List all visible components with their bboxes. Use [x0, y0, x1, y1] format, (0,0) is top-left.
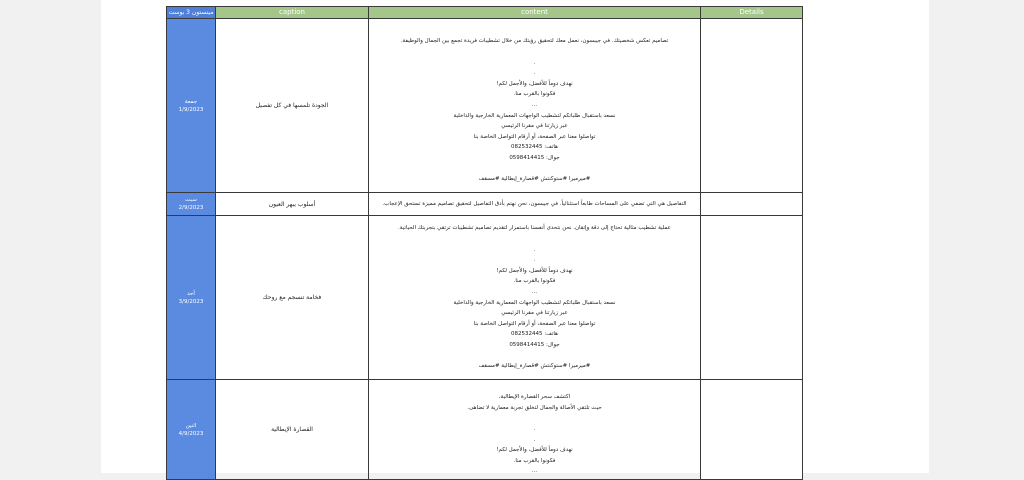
content-cell[interactable]: [369, 380, 701, 480]
date-cell[interactable]: [167, 380, 216, 480]
content-line: .: [533, 70, 536, 77]
content-line: نهدف دوماً للأفضل، والأجمل لكم!: [496, 80, 573, 87]
content-line: نهدف دوماً للأفضل، والأجمل لكم!: [496, 447, 573, 454]
content-line: عبر زيارتنا في مقرنا الرئيسي: [501, 310, 568, 317]
table-row: [167, 193, 803, 216]
content-line: التفاصيل هي التي تضفي على المساحات طابعاً استثنائياً. في جيبسون، نحن نهتم بأدق التفاصيل لتحقيق تصاميم مميزة تستحق الإعجاب.: [382, 201, 687, 207]
content-cell[interactable]: [369, 216, 701, 380]
day-label: أحد: [187, 290, 195, 297]
content-line: عبر زيارتنا في مقرنا الرئيسي: [501, 123, 568, 130]
content-line: فكونوا بالقرب منا.: [513, 91, 556, 98]
details-cell[interactable]: [701, 19, 803, 193]
content-line: هاتف: 082532445: [511, 331, 558, 338]
content-line: [369, 234, 700, 245]
caption-cell[interactable]: أسلوب يبهر العيون: [216, 193, 369, 216]
content-line: نسعد باستقبال طلباتكم لتشطيب الواجهات المعمارية الخارجية والداخلية: [453, 112, 616, 119]
spreadsheet-sheet: [101, 0, 929, 473]
content-cell[interactable]: [369, 193, 701, 216]
date-label: 4/9/2023: [178, 430, 204, 437]
content-line: جوال: 0598414415: [509, 154, 560, 161]
content-calendar-table: [166, 6, 803, 480]
date-cell[interactable]: [167, 216, 216, 380]
table-row: [167, 380, 803, 480]
content-line: ...: [531, 288, 538, 295]
content-line: تواصلوا معنا عبر الصفحة، أو أرقام التواصل الخاصة بنا: [473, 133, 596, 140]
details-cell[interactable]: [701, 380, 803, 480]
header-date-cell[interactable]: مينستون 3 بوست: [167, 7, 216, 19]
content-line: .: [533, 246, 536, 253]
content-line: هاتف: 082532445: [511, 144, 558, 151]
content-line: جوال: 0598414415: [509, 341, 560, 348]
header-caption-cell[interactable]: caption: [216, 7, 369, 19]
content-line: [369, 47, 700, 58]
table-row: [167, 19, 803, 193]
content-line: [369, 350, 700, 361]
content-cell[interactable]: [369, 19, 701, 193]
content-line: [369, 163, 700, 174]
date-cell[interactable]: [167, 19, 216, 193]
header-details-cell[interactable]: Details: [701, 7, 803, 19]
content-line: فكونوا بالقرب منا.: [513, 278, 556, 285]
caption-cell[interactable]: القصارة الإيطالية: [216, 380, 369, 480]
day-label: سبت: [185, 197, 197, 203]
content-line: #ميرميرا #ستوكنتش #قصارة_إيطالية #مسقف: [478, 176, 591, 183]
content-line: .: [533, 436, 536, 443]
date-label: 1/9/2023: [178, 106, 204, 113]
content-line: حيث تلتقي الأصالة والجمال لتخلق تجربة معمارية لا تضاهى.: [467, 404, 602, 411]
content-line: .: [533, 59, 536, 66]
content-line: عملية تشطيب مثالية تحتاج إلى دقة وإتقان. نحن نتحدى أنفسنا باستمرار لتقديم تصاميم تشطيبات ترتقي بتجربتك الحياتية.: [398, 225, 671, 232]
details-cell[interactable]: [701, 193, 803, 216]
header-row: [167, 7, 803, 19]
day-label: جمعة: [184, 98, 198, 105]
content-line: ...: [531, 468, 538, 475]
content-line: تواصلوا معنا عبر الصفحة، أو أرقام التواصل الخاصة بنا: [473, 320, 596, 327]
content-line: نهدف دوماً للأفضل، والأجمل لكم!: [496, 267, 573, 274]
table-row: [167, 216, 803, 380]
content-line: .: [533, 425, 536, 432]
content-line: نسعد باستقبال طلباتكم لتشطيب الواجهات المعمارية الخارجية والداخلية: [453, 299, 616, 306]
content-line: تصاميم تعكس شخصيتك. في جيبسون، نعمل معك لتحقيق رؤيتك من خلال تشطيبات فريدة تجمع بين الجمال والوظيفة.: [400, 38, 669, 45]
header-content-cell[interactable]: content: [369, 7, 701, 19]
date-label: 2/9/2023: [178, 205, 204, 211]
content-line: ...: [531, 101, 538, 108]
caption-cell[interactable]: الجودة تلمسها في كل تفصيل: [216, 19, 369, 193]
date-cell[interactable]: [167, 193, 216, 216]
caption-cell[interactable]: فخامة تنسجم مع روحك: [216, 216, 369, 380]
day-label: اثنين: [185, 422, 197, 429]
date-label: 3/9/2023: [178, 298, 204, 305]
content-line: فكونوا بالقرب منا.: [513, 457, 556, 464]
content-line: #ميرميرا #ستوكنتش #قصارة_إيطالية #مسقف: [478, 363, 591, 370]
details-cell[interactable]: [701, 216, 803, 380]
content-line: [369, 413, 700, 424]
content-line: .: [533, 257, 536, 264]
content-line: اكتشف سحر القصارة الإيطالية،: [498, 394, 571, 401]
